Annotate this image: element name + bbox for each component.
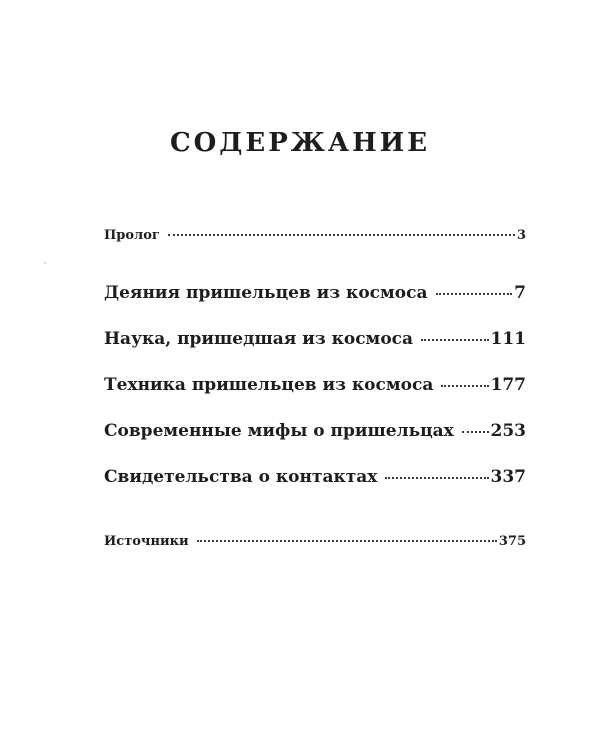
toc-entry-page: 111 [490,329,526,349]
paper-speck [44,262,46,264]
page-title: СОДЕРЖАНИЕ [169,128,431,158]
dot-leader [197,540,497,542]
dot-leader [436,293,513,295]
dot-leader [168,234,515,236]
toc-entry-label: Современные мифы о пришельцах [104,421,454,441]
toc-entry-label: Наука, пришедшая из космоса [104,329,414,349]
toc-entry-label: Техника пришельцев из космоса [104,375,434,395]
toc-entry-page: 3 [516,228,526,243]
dot-leader [421,339,488,341]
toc-entry-page: 253 [490,421,526,441]
toc-entry-label: Деяния пришельцев из космоса [104,283,428,303]
toc-entry-page: 337 [490,467,526,487]
dot-leader [385,477,488,479]
toc-entry-label: Источники [104,534,189,549]
toc-entry-label: Свидетельства о контактах [104,467,378,487]
toc-entry-sources [104,534,526,549]
dot-leader [462,431,489,433]
toc-entry-alien-deeds [104,283,526,303]
toc-entry-label: Пролог [104,228,160,243]
toc-entry-page: 7 [514,283,526,303]
toc-entry-science-from-space [104,329,526,349]
toc-entry-page: 375 [498,534,526,549]
toc-entry-alien-technology [104,375,526,395]
toc-entry-modern-myths [104,421,526,441]
toc-entry-page: 177 [490,375,526,395]
toc-entry-prologue [104,228,526,243]
toc-entry-contact-evidence [104,467,526,487]
dot-leader [441,385,488,387]
